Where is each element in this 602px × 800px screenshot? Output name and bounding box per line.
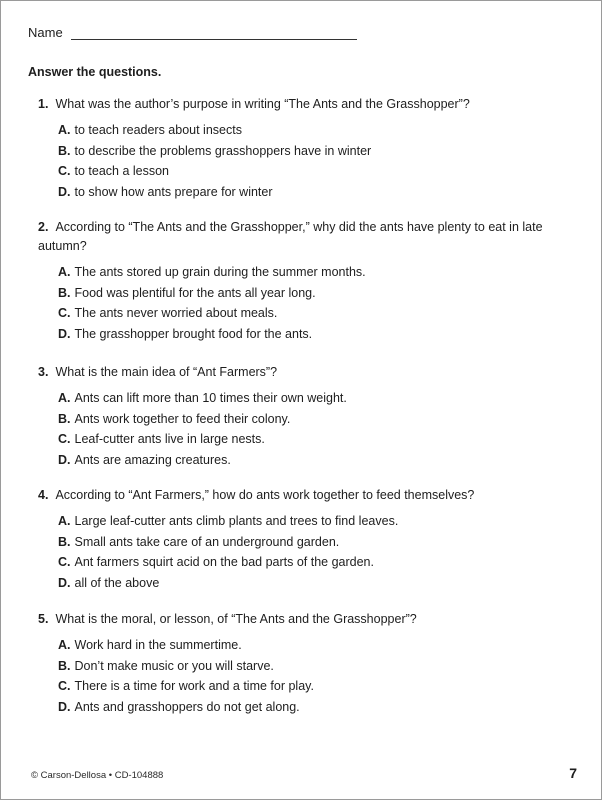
option-text: Ants can lift more than 10 times their own weight.	[74, 391, 347, 405]
question-3	[38, 363, 553, 470]
option-text: Large leaf-cutter ants climb plants and trees to find leaves.	[74, 514, 399, 528]
answer-option[interactable]	[58, 409, 553, 430]
option-letter: D.	[58, 184, 71, 199]
answer-option[interactable]	[58, 324, 553, 345]
question-prompt: What is the main idea of “Ant Farmers”?	[55, 365, 278, 379]
answer-option[interactable]	[58, 552, 553, 573]
question-text	[38, 610, 553, 629]
question-1	[38, 95, 553, 202]
answer-option[interactable]	[58, 511, 553, 532]
question-2	[38, 218, 553, 344]
answer-option[interactable]	[58, 388, 553, 409]
option-text: to teach readers about insects	[74, 123, 242, 137]
answer-options	[58, 635, 553, 717]
option-text: Don’t make music or you will starve.	[74, 658, 274, 673]
question-4	[38, 486, 553, 593]
answer-options	[58, 120, 553, 202]
option-letter: D.	[58, 326, 71, 341]
option-letter: D.	[58, 699, 71, 714]
instructions-heading: Answer the questions.	[28, 65, 162, 79]
option-letter: A.	[58, 391, 71, 405]
question-prompt: What was the author’s purpose in writing “The Ants and the Grasshopper”?	[55, 97, 470, 111]
option-text: Small ants take care of an underground garden.	[74, 534, 340, 549]
answer-options	[58, 388, 553, 470]
question-prompt: According to “Ant Farmers,” how do ants work together to feed themselves?	[55, 488, 475, 502]
option-letter: B.	[58, 658, 71, 673]
page-number: 7	[569, 765, 577, 781]
option-text: There is a time for work and a time for play.	[74, 679, 314, 694]
option-letter: C.	[58, 306, 71, 321]
answer-option[interactable]	[58, 697, 553, 718]
question-number: 2.	[38, 220, 49, 234]
option-letter: A.	[58, 638, 71, 652]
option-letter: B.	[58, 534, 71, 549]
option-text: Ants work together to feed their colony.	[74, 411, 291, 426]
option-text: Leaf-cutter ants live in large nests.	[74, 432, 265, 447]
answer-options	[58, 262, 553, 344]
answer-option[interactable]	[58, 656, 553, 677]
question-text	[38, 218, 553, 256]
question-text	[38, 95, 553, 114]
question-number: 1.	[38, 97, 49, 111]
option-letter: C.	[58, 679, 71, 694]
answer-option[interactable]	[58, 532, 553, 553]
answer-option[interactable]	[58, 161, 553, 182]
answer-option[interactable]	[58, 141, 553, 162]
option-letter: D.	[58, 575, 71, 590]
option-text: to describe the problems grasshoppers have in winter	[74, 143, 372, 158]
option-text: Food was plentiful for the ants all year long.	[74, 285, 316, 300]
answer-option[interactable]	[58, 450, 553, 471]
option-letter: B.	[58, 285, 71, 300]
answer-option[interactable]	[58, 573, 553, 594]
answer-option[interactable]	[58, 303, 553, 324]
question-number: 5.	[38, 612, 49, 626]
question-number: 3.	[38, 365, 49, 379]
answer-option[interactable]	[58, 635, 553, 656]
copyright-footer: © Carson-Dellosa • CD-104888	[31, 770, 164, 781]
question-text	[38, 363, 553, 382]
question-5	[38, 610, 553, 717]
answer-options	[58, 511, 553, 593]
option-text: Work hard in the summertime.	[74, 638, 242, 652]
option-letter: D.	[58, 452, 71, 467]
question-number: 4.	[38, 488, 49, 502]
option-letter: A.	[58, 514, 71, 528]
option-letter: A.	[58, 123, 71, 137]
option-text: The grasshopper brought food for the ants.	[74, 326, 313, 341]
option-letter: C.	[58, 555, 71, 570]
answer-option[interactable]	[58, 182, 553, 203]
question-prompt: What is the moral, or lesson, of “The Ants and the Grasshopper”?	[55, 612, 417, 626]
option-letter: C.	[58, 432, 71, 447]
answer-option[interactable]	[58, 283, 553, 304]
option-letter: C.	[58, 164, 71, 179]
answer-option[interactable]	[58, 262, 553, 283]
answer-option[interactable]	[58, 429, 553, 450]
option-letter: A.	[58, 265, 71, 279]
option-text: The ants never worried about meals.	[74, 306, 278, 321]
name-row	[28, 25, 357, 40]
option-text: Ants are amazing creatures.	[74, 452, 231, 467]
option-text: Ants and grasshoppers do not get along.	[74, 699, 300, 714]
option-letter: B.	[58, 411, 71, 426]
name-blank-line[interactable]	[71, 27, 357, 40]
option-text: to show how ants prepare for winter	[74, 184, 273, 199]
option-letter: B.	[58, 143, 71, 158]
name-label: Name	[28, 25, 63, 40]
option-text: The ants stored up grain during the summer months.	[74, 265, 366, 279]
option-text: to teach a lesson	[74, 164, 170, 179]
answer-option[interactable]	[58, 676, 553, 697]
question-text	[38, 486, 553, 505]
option-text: all of the above	[74, 575, 160, 590]
answer-option[interactable]	[58, 120, 553, 141]
question-prompt: According to “The Ants and the Grasshopper,” why did the ants have plenty to eat in late autumn?	[38, 220, 543, 253]
option-text: Ant farmers squirt acid on the bad parts of the garden.	[74, 555, 374, 570]
